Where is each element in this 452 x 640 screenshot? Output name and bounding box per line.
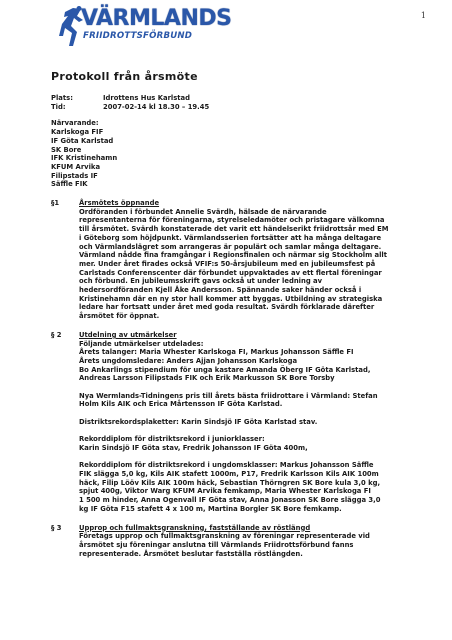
paragraph (79, 418, 431, 427)
text-line: 1 500 m hinder, Anna Ogenvall IF Göta stav, Anna Jonasson SK Bore slägga 3,0 (79, 496, 381, 505)
section (51, 199, 431, 321)
text-line: i Göteborg som höjdpunkt. Värmlandsserien fortsätter att ha många deltagare (79, 233, 382, 242)
text-line: kg IF Göta F15 stafett 4 x 100 m, Martina Borgler SK Bore femkamp. (79, 504, 342, 513)
document-title: Protokoll från årsmöte (51, 70, 198, 83)
meta-row (51, 103, 431, 112)
attendee-item: IF Göta Karlstad (51, 136, 114, 145)
text-line: Rekorddiplom för distriktsrekord i ungdomsklasser: Markus Johansson Säffle (79, 461, 374, 470)
logo-subtitle: FRIIDROTTSFÖRBUND (83, 31, 193, 41)
sections (51, 199, 431, 558)
paragraph (79, 340, 431, 384)
text-line: Årets ungdomsledare: Anders Ajjan Johansson Karlskoga (79, 356, 298, 365)
text-line: hedersordföranden Kjell Åke Andersson. Spännande saker händer också i (79, 286, 362, 295)
section-title: Upprop och fullmaktsgranskning, fastställande av röstlängd (79, 523, 311, 532)
paragraph (79, 435, 431, 452)
text-line: spjut 400g, Viktor Warg KFUM Arvika femkamp, Maria Whester Karlskoga FI (79, 487, 371, 496)
meta-value: Idrottens Hus Karlstad (103, 94, 190, 102)
section-number: § 3 (51, 523, 62, 532)
text-line: Distriktsrekordsplaketter: Karin Sindsjö IF Göta Karlstad stav. (79, 417, 318, 426)
page-number: 1 (420, 11, 426, 20)
attendee-item: Karlskoga FIF (51, 128, 104, 137)
attendee-item: Säffle FIK (51, 180, 88, 189)
section (51, 524, 431, 559)
section-number: §1 (51, 199, 60, 208)
text-line: årsmötet sju föreningar anslutna till Värmlands Friidrottsförbund fanns (79, 540, 354, 549)
attendee-item: IFK Kristinehamn (51, 154, 118, 163)
text-line: Nya Wermlands-Tidningens pris till årets bästa friidrottare i Värmland: Stefan (79, 391, 378, 400)
text-line: Värmland nådde fina framgångar i Regionsfinalen och närmar sig Stockholm allt (79, 251, 388, 260)
text-line: representanterna för föreningarna, styrelseledamöter och pristagare välkomna (79, 216, 385, 225)
section-number: § 2 (51, 330, 62, 339)
text-line: Carlstads Conferenscenter där förbundet uppvaktades av ett flertal föreningar (79, 268, 382, 277)
text-line: Årets talanger: Maria Whester Karlskoga FI, Markus Johansson Säffle FI (79, 348, 354, 357)
section (51, 331, 431, 514)
text-line: Följande utmärkelser utdelades: (79, 339, 204, 348)
text-line: Ordföranden i förbundet Annelie Svärdh, hälsade de närvarande (79, 207, 327, 216)
document-body (51, 70, 431, 558)
meta-label: Tid: (51, 102, 66, 111)
paragraph (79, 392, 431, 409)
text-line: årsmötet för öppnat. (79, 312, 160, 321)
text-line: och Värmlandslägret som arrangeras är populärt och samlar många deltagare. (79, 242, 382, 251)
meta-label: Plats: (51, 94, 73, 102)
section-body (79, 331, 431, 514)
meta-block (51, 94, 431, 111)
text-line: och förbund. En jubileumsskrift gavs också ut under ledning av (79, 277, 323, 286)
meta-row (51, 94, 431, 103)
text-line: Bo Ankarlings stipendium för unga kastare Amanda Öberg IF Göta Karlstad, (79, 365, 371, 374)
attendee-item: Filipstads IF (51, 171, 98, 180)
paragraph (79, 208, 431, 321)
text-line: Holm Kils AIK och Erica Mårtensson IF Göta Karlstad. (79, 400, 283, 409)
text-line: Andreas Larsson Filipstads FIK och Erik Markusson SK Bore Torsby (79, 374, 335, 383)
attendee-item: KFUM Arvika (51, 162, 101, 171)
text-line: häck, Filip Lööv Kils AIK 100m häck, Sebastian Thörngren SK Bore kula 3,0 kg, (79, 478, 381, 487)
meta-value: 2007-02-14 kl 18.30 – 19.45 (103, 102, 210, 111)
section-title: Årsmötets öppnande (79, 199, 160, 208)
section-body (79, 524, 431, 559)
paragraph (79, 461, 431, 513)
text-line: mer. Under året firades också VFIF:s 50-årsjubileum med en jubileumsfest på (79, 259, 376, 268)
text-line: Kristinehamn där en ny stor hall kommer att byggas. Utbildning av strategiska (79, 294, 383, 303)
section-title: Utdelning av utmärkelser (79, 330, 177, 339)
attendees-heading: Närvarande: (51, 119, 99, 128)
text-line: Rekorddiplom för distriktsrekord i juniorklasser: (79, 435, 265, 444)
section-body (79, 199, 431, 321)
text-line: ledare har fortsatt under året med goda resultat. Svärdh förklarade därefter (79, 303, 375, 312)
text-line: representerade. Årsmötet beslutar fastställa röstlängden. (79, 549, 303, 558)
text-line: Företags upprop och fullmaktsgranskning av föreningar representerade vid (79, 532, 370, 541)
attendee-item: SK Bore (51, 145, 82, 154)
text-line: Karin Sindsjö IF Göta stav, Fredrik Johansson IF Göta 400m, (79, 443, 308, 452)
paragraph (79, 532, 431, 558)
text-line: till årsmötet. Svärdh konstaterade det varit ett händelserikt friidrottsår med EM (79, 225, 389, 234)
text-line: FIK slägga 5,0 kg, Kils AIK stafett 1000m, P17, Fredrik Karlsson Kils AIK 100m (79, 470, 379, 479)
attendee-list (51, 128, 431, 189)
logo-name: VÄRMLANDS (81, 6, 232, 31)
federation-logo (59, 6, 232, 56)
